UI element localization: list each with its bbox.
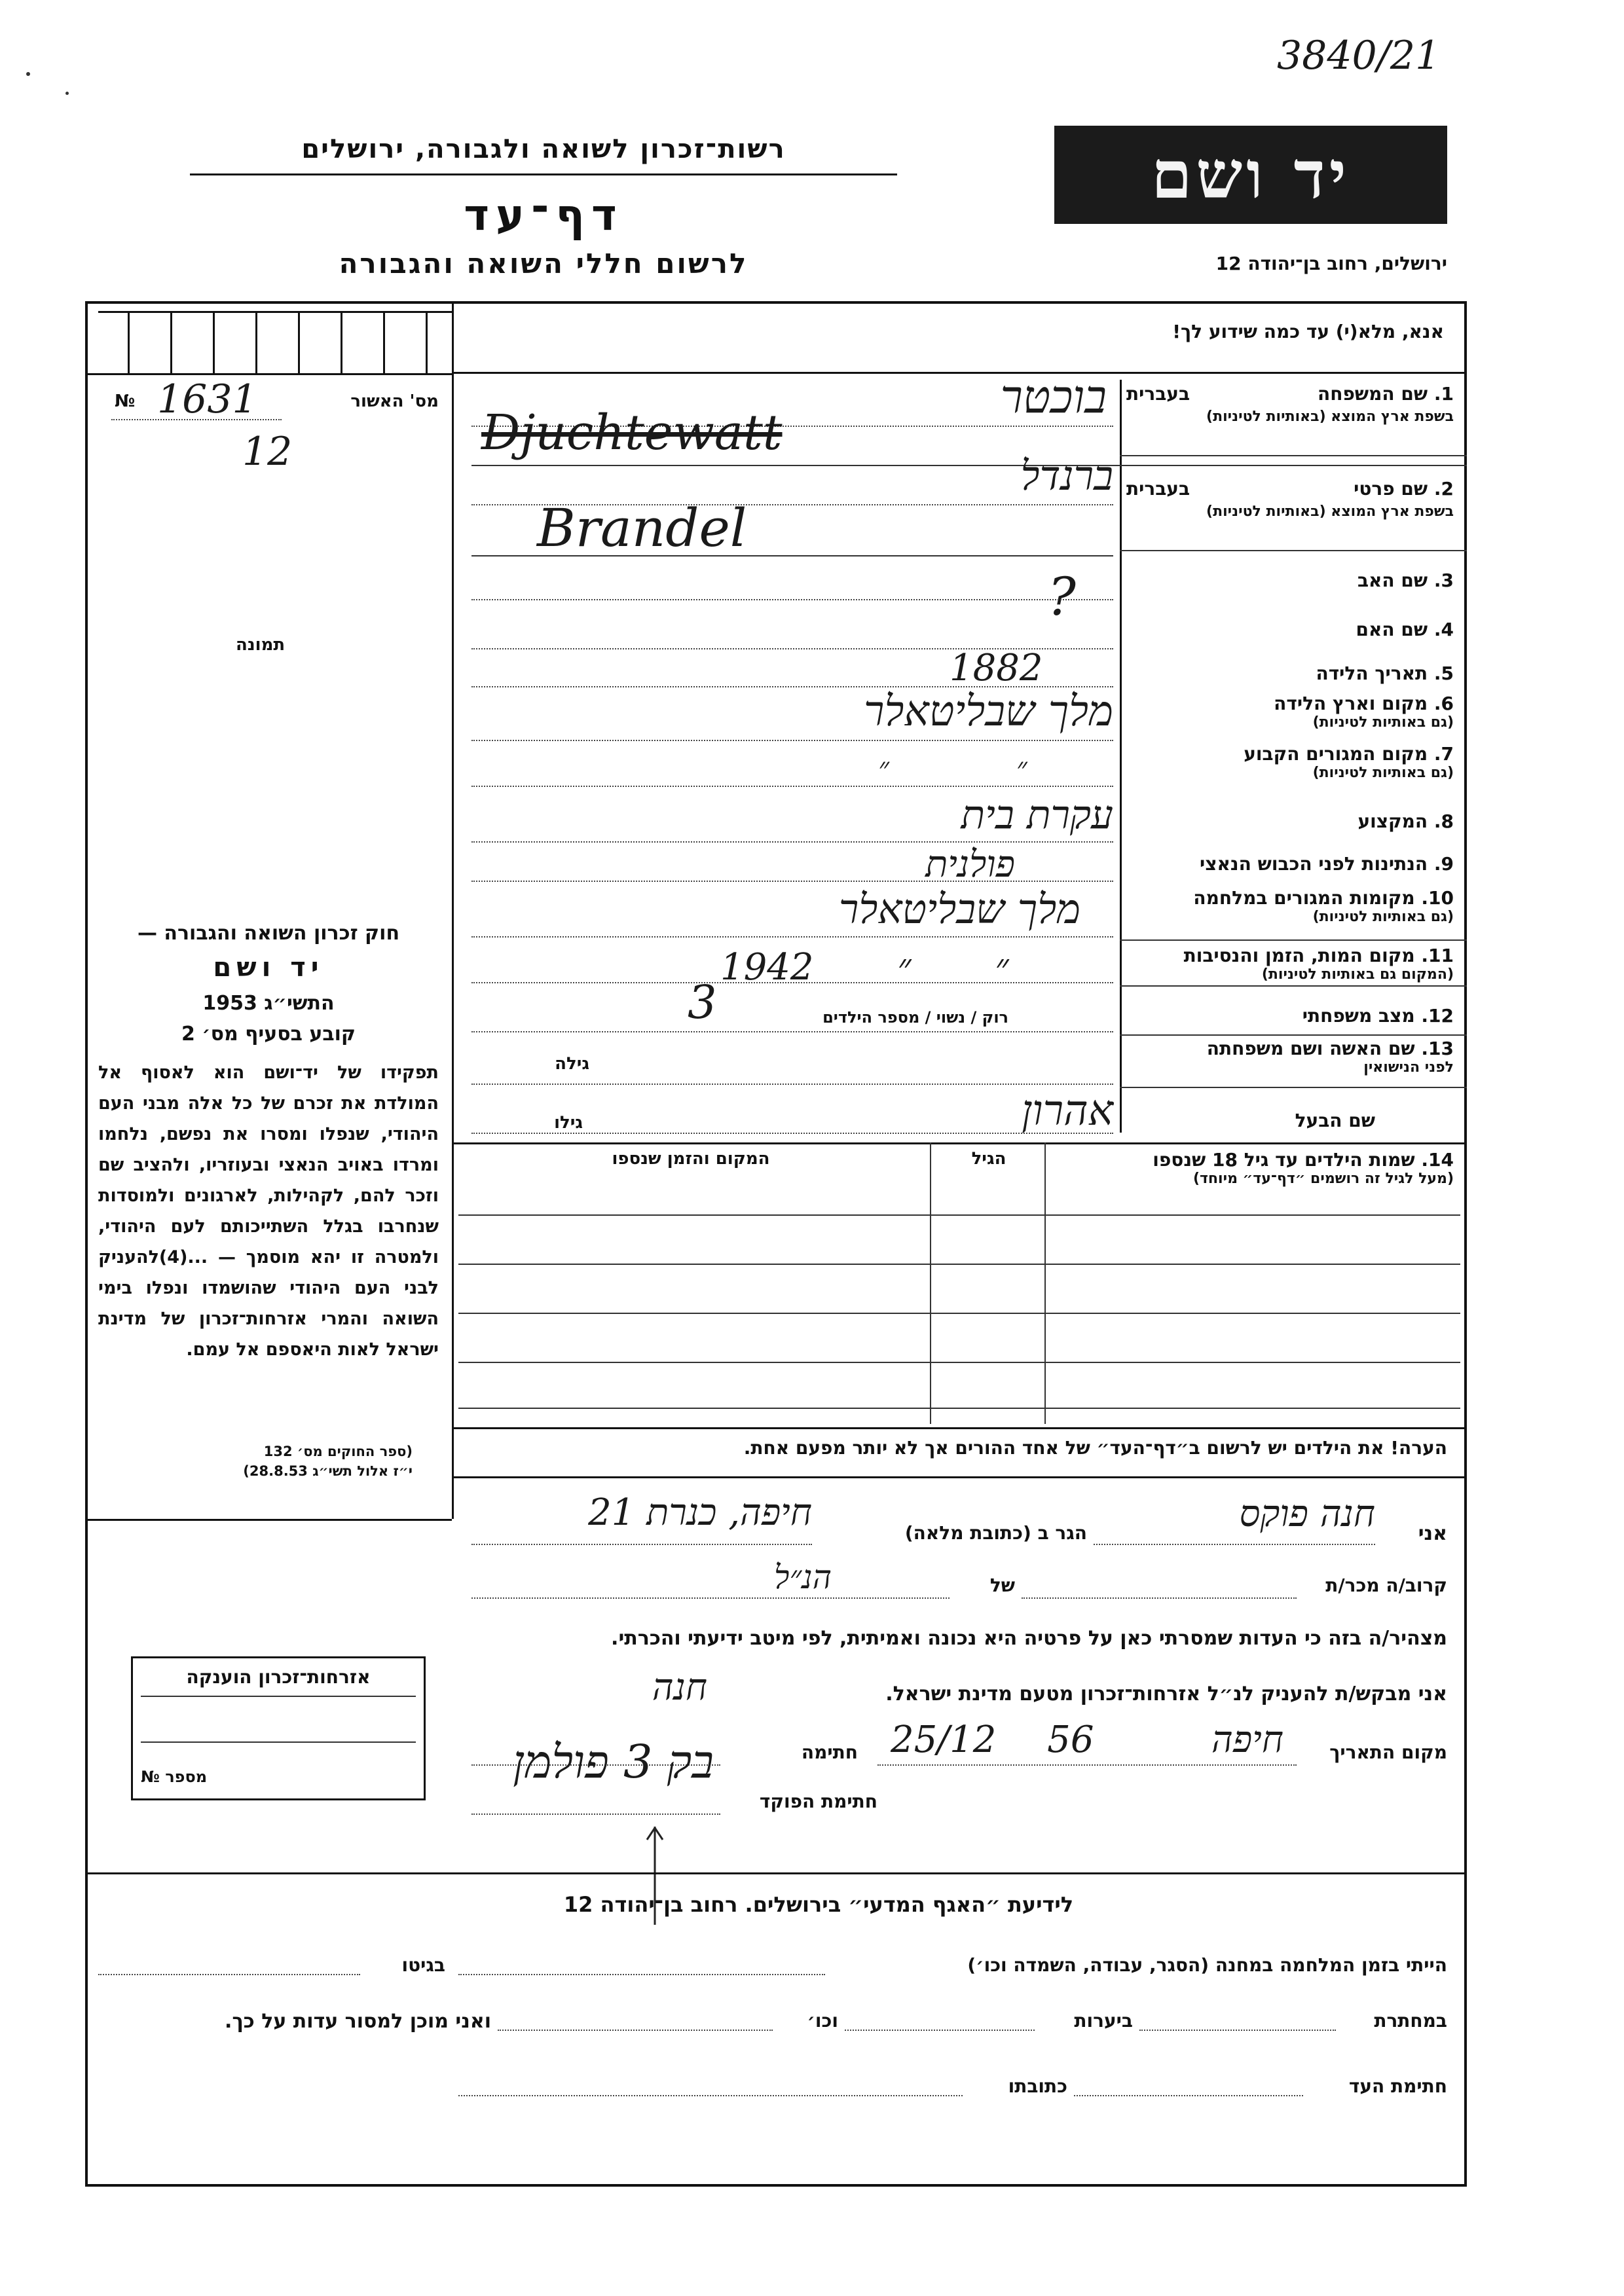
cert-label: מס' האשור: [350, 392, 439, 411]
witness-ghetto-line[interactable]: [98, 1974, 360, 1975]
row-rule: [1120, 455, 1467, 456]
surname-latin: Djuchtewatt: [481, 405, 783, 461]
declaration-text: מצהיר/ה בזה כי העדות שמסרתי כאן על פרטיה היא נכונה ואמיתית, לפי מיטב ידיעתי והכרתי.: [611, 1627, 1447, 1650]
note-top: [452, 1427, 1467, 1429]
field-sub: בשפת ארץ המוצא (באותיות לטיניות): [1206, 409, 1454, 425]
field-nationality: 9. הנתינות לפני הכבוש הנאצי: [1200, 853, 1454, 875]
line-clerk[interactable]: [471, 1813, 720, 1815]
field-sub: בשפת ארץ המוצא (באותיות לטיניות): [1206, 503, 1454, 520]
witness-line2-a: במחתרת: [1374, 2010, 1447, 2032]
line-husband[interactable]: [471, 1133, 1113, 1134]
left-panel-divider: [452, 301, 454, 1519]
line-father[interactable]: [471, 599, 1113, 600]
cert-sub-number: 12: [242, 429, 293, 475]
line-first-latin[interactable]: [471, 555, 1113, 556]
field-label: 6. מקום וארץ הלידה: [1274, 693, 1454, 714]
declarant-address: חיפה, כנרת 21: [588, 1491, 812, 1534]
father-value: ?: [1048, 566, 1076, 627]
row-rule: [1120, 985, 1467, 987]
field-birthplace: [1126, 693, 1454, 731]
field-label: 1. שם המשפחה: [1318, 383, 1454, 405]
wartime-residence-value: מלך שבליטאלר: [838, 885, 1080, 933]
request-mark: חנה: [652, 1666, 707, 1709]
witness-forest-line[interactable]: [845, 2030, 1035, 2031]
relation-label: קרוב/ה מכר/ת: [1325, 1575, 1447, 1596]
box-divider: [170, 311, 172, 373]
field-first-name: [1126, 478, 1454, 520]
first-name-latin: Brandel: [537, 498, 747, 558]
law-title: חוק זכרון השואה והגבורה —: [137, 922, 400, 945]
marital-options: רוק / נשוי / מספר הילדים: [822, 1008, 1008, 1027]
witness-underground-line[interactable]: [1139, 2030, 1336, 2031]
place-value: חיפה: [1211, 1719, 1283, 1761]
field-residence: [1126, 743, 1454, 781]
witness-line1-b: בגיטו: [401, 1954, 445, 1976]
form-title: דף־עד: [464, 190, 623, 240]
field-label: 2. שם פרטי: [1354, 478, 1454, 500]
row-rule: [1120, 1034, 1467, 1036]
label-column-divider: [1120, 380, 1122, 1133]
institution-name: רשות־זכרון לשואה ולגבורה, ירושלים: [301, 134, 786, 164]
clerk-signature: בק 3 פולמן: [513, 1735, 714, 1789]
line-birthplace[interactable]: [471, 740, 1113, 741]
husband-age-label: גילו: [554, 1113, 583, 1133]
citizenship-number: מספר №: [141, 1768, 208, 1786]
children-col-divider: [1044, 1142, 1046, 1424]
row-rule: [1120, 1087, 1467, 1088]
request-text: אני מבקש/ת להעניק לנ״ל אזרחות־זכרון מטעם מדינת ישראל.: [885, 1683, 1447, 1705]
box-divider: [128, 311, 130, 373]
note-bottom: [452, 1476, 1467, 1478]
witness-line2-d: ואני מוכן למסור עדות על כך.: [225, 2010, 491, 2033]
nationality-value: פולנית: [925, 843, 1015, 886]
field-surname: [1126, 383, 1454, 425]
field-label: 10. מקומות המגורים במלחמה: [1193, 887, 1454, 909]
heb-tag: בעברית: [1126, 478, 1190, 500]
scan-speck: [65, 92, 69, 95]
field-sub: (גם באותיות לטיניות): [1312, 714, 1454, 731]
row-rule: [1120, 550, 1467, 551]
box-divider: [298, 311, 300, 373]
field-mother: 4. שם האם: [1356, 619, 1454, 640]
witness-etc-line[interactable]: [498, 2030, 773, 2031]
wife-age-label: גילה: [555, 1054, 589, 1074]
clerk-label: חתימת הפוקד: [759, 1791, 877, 1812]
birthdate-value: 1882: [950, 647, 1043, 689]
law-name: יד ושם: [213, 953, 324, 983]
children-table-top: [452, 1142, 1467, 1144]
witness-line3-a: חתימת העד: [1348, 2075, 1447, 2097]
children-label: 14. שמות הילדים עד גיל 18 שנספו: [1153, 1149, 1454, 1171]
citizenship-rule: [141, 1741, 416, 1743]
surname-hebrew: בוכטר: [1000, 370, 1107, 424]
birthplace-value: מלך שבליטאלר: [864, 687, 1113, 736]
yad-vashem-logo: יד ושם: [1054, 126, 1447, 224]
box-divider: [426, 311, 428, 373]
heb-tag: בעברית: [1126, 383, 1190, 405]
line-of[interactable]: [471, 1597, 950, 1599]
law-year: התשי״ג 1953: [202, 992, 335, 1015]
line-occupation[interactable]: [471, 841, 1113, 843]
witness-line1-a: הייתי בזמן המלחמה במחנה (הסגר, עבודה, השמדה וכו׳): [967, 1954, 1447, 1976]
field-sub: (גם באותיות לטיניות): [1312, 909, 1454, 925]
field-marital: 12. מצב משפחתי: [1302, 1005, 1454, 1027]
children-place-col: המקום והזמן שנספו: [612, 1149, 770, 1169]
children-row[interactable]: [458, 1264, 1460, 1265]
law-clause: קובע בסעיף מס׳ 2: [181, 1023, 356, 1046]
line-nationality[interactable]: [471, 881, 1113, 882]
witness-line3-b: כתובתו: [1008, 2075, 1067, 2097]
signature-label: חתימה: [801, 1741, 858, 1763]
children-row[interactable]: [458, 1408, 1460, 1409]
i-label: אני: [1418, 1522, 1447, 1545]
line-death[interactable]: [471, 982, 1113, 983]
field-father: 3. שם האב: [1357, 570, 1454, 591]
line-relation[interactable]: [1022, 1597, 1297, 1599]
cert-number: 1631: [157, 376, 257, 422]
line-wife[interactable]: [471, 1084, 1113, 1085]
header-rule: [190, 173, 897, 175]
death-value: 1942 ״ ״: [720, 946, 1009, 989]
box-divider: [341, 311, 342, 373]
note-text: הערה! את הילדים יש לרשום ב״דף־העד״ של אחד ההורים אך לא יותר מפעם אחת.: [743, 1437, 1447, 1459]
marital-value: 3: [688, 975, 717, 1029]
children-col-divider: [930, 1142, 931, 1424]
witness-camp-line[interactable]: [458, 1974, 825, 1975]
law-ref-1: (ספר החוקים מס׳ 132: [263, 1444, 413, 1459]
witness-address-line[interactable]: [458, 2095, 963, 2096]
form-subtitle: לרשום חללי השואה והגבורה: [339, 247, 748, 280]
line-declarant-address[interactable]: [471, 1544, 812, 1545]
row-rule: [1120, 939, 1467, 941]
field-sub: (גם באותיות לטיניות): [1312, 765, 1454, 781]
date-value: 25/12 56: [891, 1719, 1094, 1761]
cert-line: [111, 419, 282, 420]
box-divider: [213, 311, 215, 373]
intro-text: אנא, מלא(י) עד כמה שידוע לך!: [1172, 321, 1444, 342]
witness-title: לידיעת ״האגף המדעי״ בירושלים. רחוב בן־יהודה 12: [563, 1892, 1074, 1917]
field-husband: שם הבעל: [1295, 1110, 1375, 1131]
photo-label: תמונה: [236, 635, 286, 655]
field-label: 13. שם האשה ושם משפחתה: [1206, 1038, 1454, 1059]
field-label: 11. מקום המות, הזמן והנסיבות: [1183, 945, 1454, 966]
first-name-hebrew: ברנדל: [1020, 452, 1113, 500]
occupation-value: עקרת בית: [961, 792, 1113, 838]
box-divider: [383, 311, 385, 373]
relation-value: הנ״ל: [774, 1558, 832, 1596]
field-sub: לפני הנישואין: [1363, 1059, 1454, 1076]
box-strip-top: [98, 311, 452, 313]
line-declarant-name[interactable]: [1094, 1544, 1375, 1545]
children-row[interactable]: [458, 1362, 1460, 1363]
archive-number: 3840/21: [1277, 33, 1441, 79]
scan-speck: [26, 72, 30, 76]
children-sub: (מעל לגיל זה רושמים ״דף־עד״ מיוחד): [1192, 1171, 1454, 1187]
field-birthdate: 5. תאריך הלידה: [1316, 663, 1454, 684]
box-strip-bottom: [85, 373, 452, 375]
box-divider: [255, 311, 257, 373]
children-row[interactable]: [458, 1214, 1460, 1216]
field-occupation: 8. המקצוע: [1357, 811, 1454, 832]
children-row[interactable]: [458, 1313, 1460, 1314]
left-panel-bottom: [85, 1519, 452, 1521]
cert-no-sign: №: [115, 392, 136, 411]
field-label: 7. מקום המגורים הקבוע: [1244, 743, 1454, 765]
husband-value: אהרון: [1021, 1087, 1113, 1135]
witness-top-rule: [85, 1872, 1467, 1874]
line-date[interactable]: [877, 1764, 1297, 1766]
witness-line2-c: וכו׳: [807, 2010, 838, 2032]
citizenship-rule: [141, 1696, 416, 1697]
field-sub: (המקום גם באותיות לטיניות): [1261, 966, 1454, 983]
line-wartime[interactable]: [471, 936, 1113, 938]
line-residence[interactable]: [471, 786, 1113, 787]
law-ref-2: י״ז אלול תשי״ג 28.8.53): [243, 1463, 413, 1479]
address: ירושלים, רחוב בן־יהודה 12: [1215, 253, 1447, 274]
citizenship-title: אזרחות־זכרון הוענקה: [186, 1666, 371, 1688]
place-date-label: מקום התאריך: [1329, 1741, 1447, 1763]
of-label: של: [989, 1575, 1015, 1596]
law-text: תפקידו של יד־ושם הוא לאסוף אל המולדת את זכרם של כל אלה מבני העם היהודי, שנפלו ומסרו את נפשם, נלחמו ומרדו באויב הנאצי ובעוזריו, ולהציב שם וזכר להם, לקהילות, לארגונים ולמוסדות שנחרבו בגלל השתייכותם לעם היהודי, ולמטרה זו יהא מוסמך — ...(4)להעניק לבני העם היהודי שהושמדו ונפלו בימי השואה והמרי אזרחות־זכרון של מדינת ישראל לאות היאספם אל עמם.: [98, 1063, 439, 1360]
declarant-name: חנה פוקס: [1239, 1493, 1375, 1535]
children-header: [1048, 1149, 1454, 1187]
line-marital[interactable]: [471, 1031, 1113, 1032]
residence-value: ״ ״: [878, 752, 1086, 785]
witness-line2-b: ביערות: [1074, 2010, 1133, 2032]
witness-signature-line[interactable]: [1074, 2095, 1303, 2096]
children-age-col: הגיל: [971, 1149, 1006, 1169]
field-wife-name: [1126, 1038, 1454, 1076]
field-death: [1126, 945, 1454, 983]
resides-label: הגר ב (כתובת מלאה): [904, 1522, 1087, 1544]
field-wartime-residence: [1126, 887, 1454, 925]
